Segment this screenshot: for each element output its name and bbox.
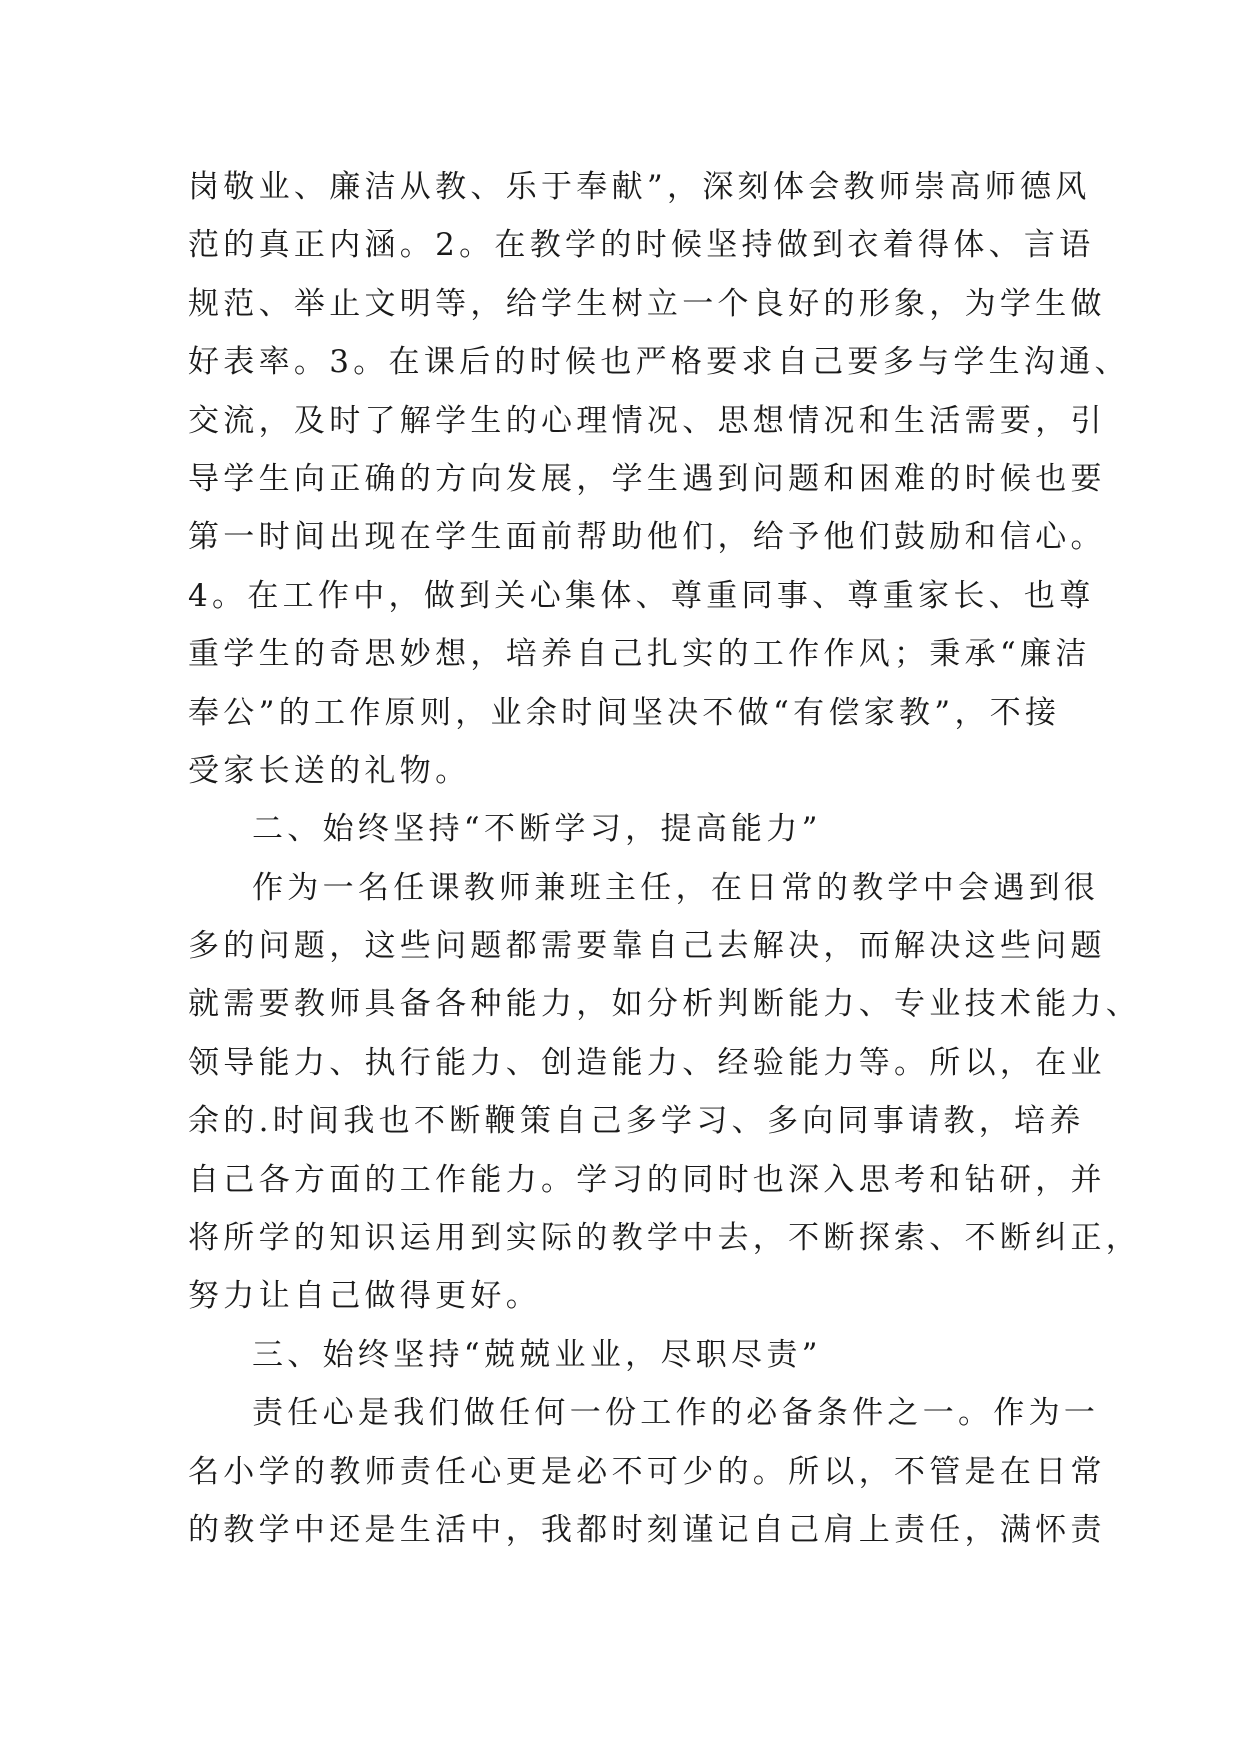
- text-line: 的教学中还是生活中，我都时刻谨记自己肩上责任，满怀责: [188, 1511, 1106, 1548]
- text-line: 重学生的奇思妙想，培养自己扎实的工作作风；秉承“廉洁: [188, 636, 1091, 673]
- text-line: 就需要教师具备各种能力，如分析判断能力、专业技术能力、: [188, 986, 1142, 1023]
- text-line: 余的.时间我也不断鞭策自己多学习、多向同事请教，培养: [188, 1103, 1085, 1140]
- text-line: 努力让自己做得更好。: [188, 1278, 541, 1315]
- text-line: 交流，及时了解学生的心理情况、思想情况和生活需要，引: [188, 402, 1106, 439]
- text-line: 受家长送的礼物。: [188, 752, 471, 789]
- text-line: 将所学的知识运用到实际的教学中去，不断探索、不断纠正，: [188, 1220, 1142, 1257]
- text-line: 规范、举止文明等，给学生树立一个良好的形象，为学生做: [188, 285, 1106, 322]
- body-text: [188, 158, 1142, 1559]
- paragraph-first-line: 作为一名任课教师兼班主任，在日常的教学中会遇到很: [252, 869, 1100, 906]
- text-line: 领导能力、执行能力、创造能力、经验能力等。所以，在业: [188, 1044, 1106, 1081]
- text-line: 导学生向正确的方向发展，学生遇到问题和困难的时候也要: [188, 460, 1106, 497]
- paragraph-first-line: 责任心是我们做任何一份工作的必备条件之一。作为一: [252, 1395, 1100, 1432]
- text-line: 奉公”的工作原则，业余时间坚决不做“有偿家教”，不接: [188, 694, 1061, 731]
- text-line: 岗敬业、廉洁从教、乐于奉献”，深刻体会教师崇高师德风: [188, 169, 1091, 205]
- text-line: 多的问题，这些问题都需要靠自己去解决，而解决这些问题: [188, 928, 1106, 965]
- text-line: 4。在工作中，做到关心集体、尊重同事、尊重家长、也尊: [188, 577, 1095, 614]
- text-line: 自己各方面的工作能力。学习的同时也深入思考和钻研，并: [188, 1161, 1106, 1198]
- section-heading: 三、始终坚持“兢兢业业，尽职尽责”: [252, 1336, 822, 1373]
- section-heading: 二、始终坚持“不断学习，提高能力”: [252, 811, 822, 848]
- text-line: 范的真正内涵。2。在教学的时候坚持做到衣着得体、言语: [188, 227, 1095, 264]
- text-line: 名小学的教师责任心更是必不可少的。所以，不管是在日常: [188, 1453, 1106, 1490]
- text-line: 好表率。3。在课后的时候也严格要求自己要多与学生沟通、: [188, 344, 1130, 381]
- text-line: 第一时间出现在学生面前帮助他们，给予他们鼓励和信心。: [188, 519, 1106, 556]
